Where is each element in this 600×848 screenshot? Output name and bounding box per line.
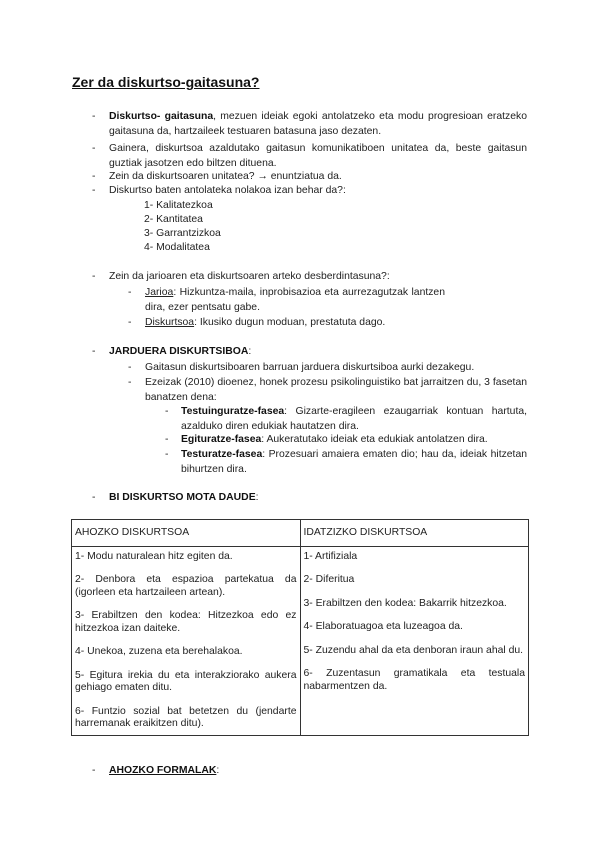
idatzizko-cell (300, 546, 529, 735)
ahozko-cell (72, 546, 301, 735)
ahozko-item: 1- Modu naturalean hitz egiten da. (75, 550, 233, 562)
table-header: IDATZIZKO DISKURTSOA (300, 520, 529, 547)
list-item (145, 285, 445, 315)
list-item: Gainera, diskurtsoa azaldutako gaitasun komunikatiboen unitatea da, beste gaitasun guztiak jasotzen edo biltzen dituena. (109, 143, 527, 169)
table-row (72, 546, 529, 735)
numbered-item: 4- Modalitatea (144, 242, 210, 253)
heading-text: BI DISKURTSO MOTA DAUDE (109, 492, 256, 503)
phase-text: : Gizarte-eragileen ezaugarriak kontuan hartuta, azalduko diren edukiak hautatzen dira. (181, 406, 527, 432)
bullet-dash: - (92, 143, 96, 154)
bullet-dash: - (92, 765, 96, 776)
section-heading (109, 490, 259, 505)
colon: : (255, 492, 259, 503)
list-item: Diskurtso baten antolateka nolakoa izan behar da?: (109, 185, 346, 196)
phase-name: Testuinguratze-fasea (181, 406, 285, 417)
numbered-item: 1- Kalitatezkoa (144, 200, 213, 211)
list-item: Ezeizak (2010) dioenez, honek prozesu psikolinguistiko bat jarraitzen du, 3 fasetan banatzen dena: (145, 377, 527, 403)
bullet-dash: - (165, 449, 169, 460)
bullet-dash: - (165, 434, 169, 445)
heading-text: JARDUERA DISKURTSIBOA (109, 346, 249, 357)
numbered-item: 2- Kantitatea (144, 214, 203, 225)
bullet-dash: - (128, 317, 132, 328)
bullet-dash: - (128, 377, 132, 388)
list-item: Zein da jarioaren eta diskurtsoaren arteko desberdintasuna?: (109, 271, 390, 282)
phase-name: Testuratze-fasea (181, 449, 263, 460)
page-title: Zer da diskurtso-gaitasuna? (72, 74, 260, 90)
bullet-dash: - (165, 406, 169, 417)
term-underlined: Diskurtsoa (145, 317, 195, 328)
numbered-item: 3- Garrantzizkoa (144, 228, 221, 239)
list-item (145, 315, 525, 330)
heading-text: AHOZKO FORMALAK (109, 765, 217, 776)
ahozko-item: 6- Funtzio sozial bat betetzen du (jendarte harremanak eraikitzen ditu). (75, 705, 297, 729)
bullet-dash: - (128, 362, 132, 373)
idatzizko-item: 5- Zuzendu ahal da eta denboran iraun ahal du. (303, 644, 524, 656)
colon: : (248, 346, 252, 357)
phase-item (181, 447, 527, 477)
table-header-row (72, 520, 529, 547)
phase-name: Egituratze-fasea (181, 434, 262, 445)
list-item (109, 109, 527, 139)
bullet-dash: - (128, 287, 132, 298)
bullet-dash: - (92, 271, 96, 282)
bullet-dash: - (92, 185, 96, 196)
bullet-dash: - (92, 111, 96, 122)
table-header: AHOZKO DISKURTSOA (72, 520, 301, 547)
item-text: : Hizkuntza-maila, inprobisazioa eta aurrezagutzak lantzen dira, ezer pentsatu gabe. (145, 287, 445, 313)
bullet-dash: - (92, 346, 96, 357)
term-bold: Diskurtso- gaitasuna (109, 111, 214, 122)
ahozko-item: 2- Denbora eta espazioa partekatua da (igorleen eta hartzaileen artean). (75, 574, 297, 598)
term-underlined: Jarioa (145, 287, 174, 298)
ahozko-item: 3- Erabiltzen den kodea: Hitzezkoa edo ez hitzezkoa izan daiteke. (75, 610, 297, 634)
item-text: , mezuen ideiak egoki antolatzeko eta modu progresioan eratzeko gaitasuna da, hartzaileek testuaren batasuna jaso dezaten. (109, 111, 527, 137)
section-heading (109, 763, 219, 778)
bullet-dash: - (92, 171, 96, 182)
idatzizko-item: 1- Artifiziala (303, 550, 358, 562)
phase-text: : Prozesuari amaiera ematen dio; hau da, ideiak hitzetan bihurtzen dira. (181, 449, 527, 475)
phase-item (181, 404, 527, 434)
section-heading (109, 344, 251, 359)
ahozko-item: 4- Unekoa, zuzena eta berehalakoa. (75, 646, 243, 657)
idatzizko-item: 2- Diferitua (303, 574, 355, 585)
item-text: : Ikusiko dugun moduan, prestatuta dago. (194, 317, 386, 328)
list-item: Zein da diskurtsoaren unitatea? → enuntziatua da. (109, 171, 342, 182)
phase-text: : Aukeratutako ideiak eta edukiak antolatzen dira. (261, 434, 488, 445)
comparison-table (71, 519, 529, 736)
idatzizko-item: 3- Erabiltzen den kodea: Bakarrik hitzezkoa. (303, 597, 507, 609)
phase-item (181, 432, 527, 447)
bullet-dash: - (92, 492, 96, 503)
colon: : (216, 765, 220, 776)
ahozko-item: 5- Egitura irekia du eta interakziorako aukera gehiago ematen ditu. (75, 669, 297, 693)
list-item: Gaitasun diskurtsiboaren barruan jarduera diskurtsiboa aurki dezakegu. (145, 362, 475, 373)
idatzizko-item: 6- Zuzentasun gramatikala eta testuala nabarmentzen da. (303, 668, 525, 692)
idatzizko-item: 4- Elaboratuagoa eta luzeagoa da. (303, 621, 463, 632)
